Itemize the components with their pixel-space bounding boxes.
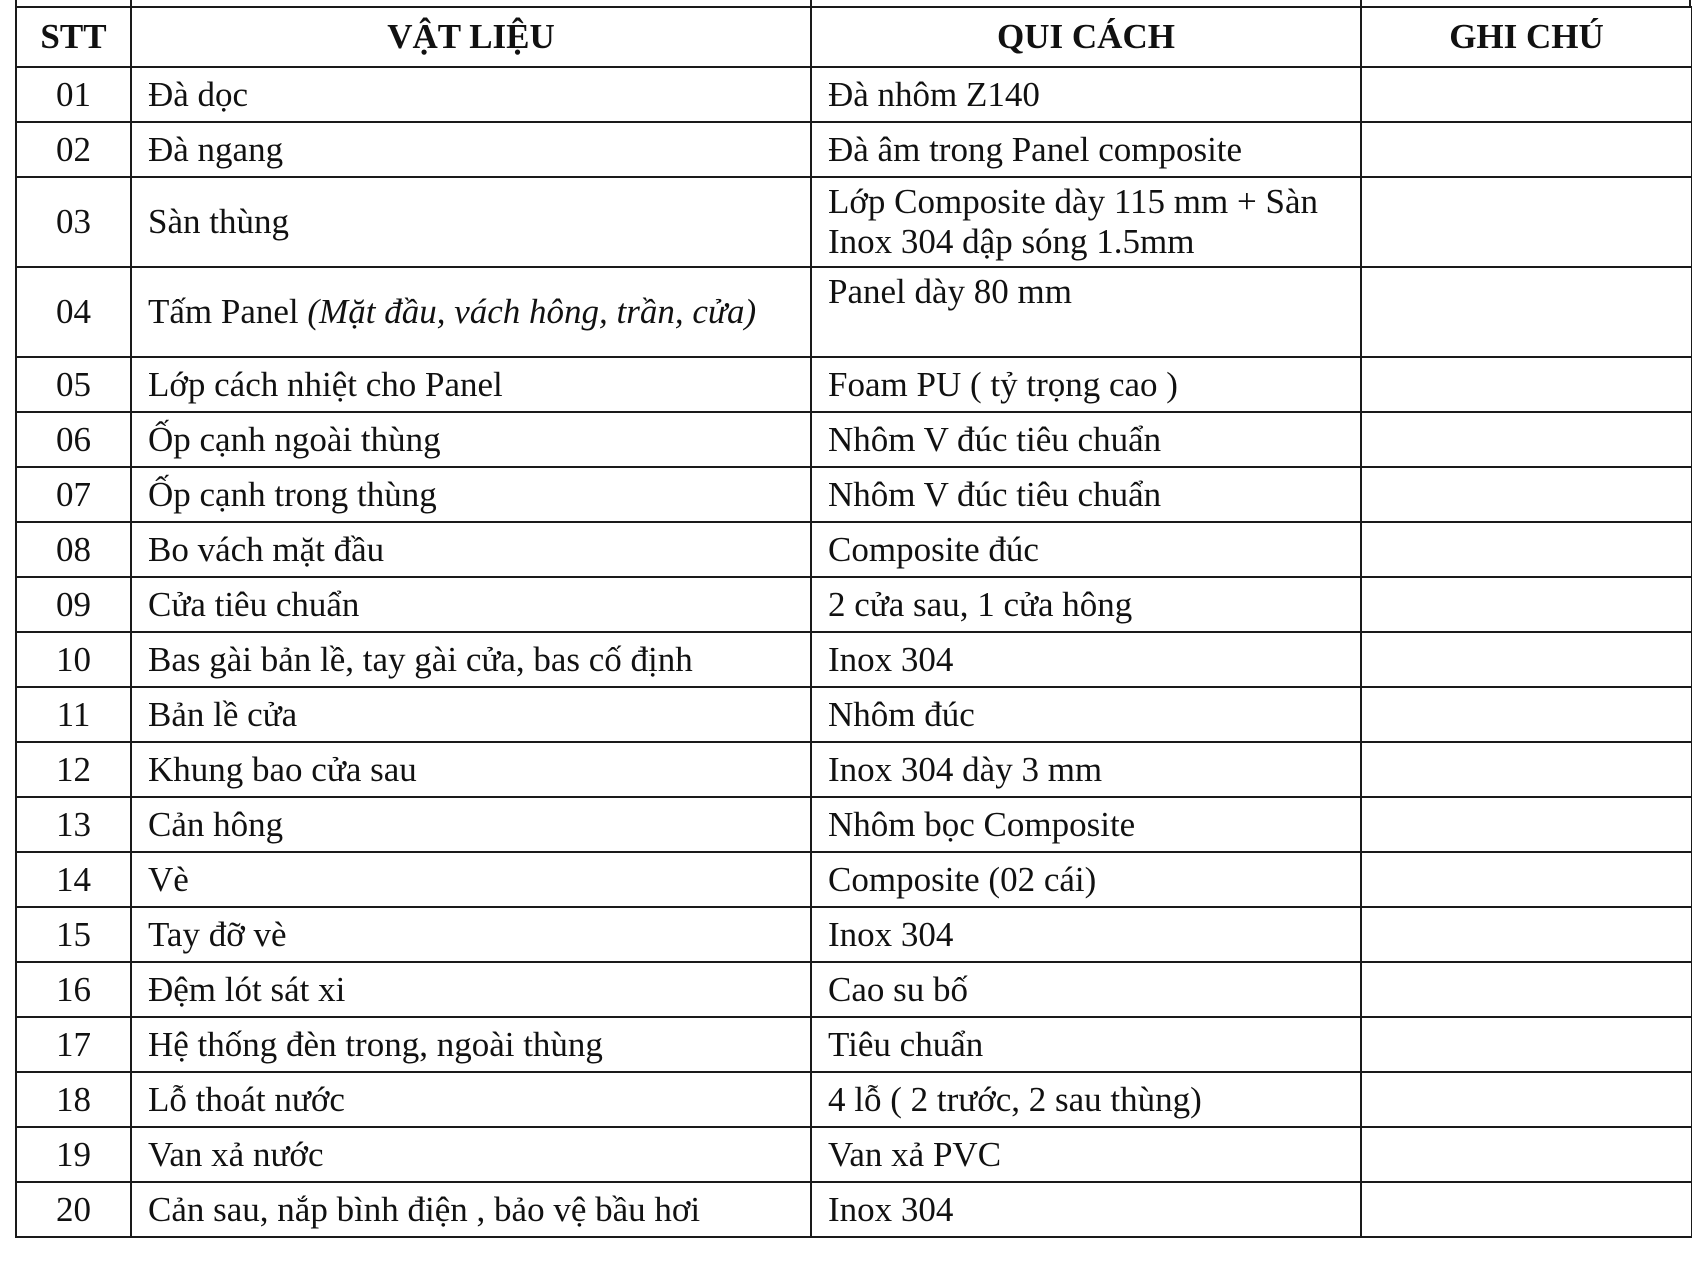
table-row (16, 177, 1692, 267)
header-material: VẬT LIỆU (131, 7, 811, 67)
table-row (16, 1072, 1692, 1127)
row-material: Đà ngang (148, 129, 284, 169)
table-row (16, 797, 1692, 852)
table-row (16, 67, 1692, 122)
row-spec-cell (811, 687, 1361, 742)
header-spec: QUI CÁCH (811, 7, 1361, 67)
row-spec: Nhôm V đúc tiêu chuẩn (828, 474, 1162, 514)
row-spec-cell (811, 467, 1361, 522)
row-spec: Composite (02 cái) (828, 859, 1097, 899)
table-row (16, 632, 1692, 687)
row-material-note: (Mặt đầu, vách hông, trần, cửa) (307, 292, 757, 331)
row-note (1361, 687, 1692, 742)
row-note (1361, 67, 1692, 122)
row-material: Lớp cách nhiệt cho Panel (148, 364, 503, 404)
header-stt: STT (16, 7, 131, 67)
row-material-cell (131, 742, 811, 797)
row-spec-cell (811, 797, 1361, 852)
row-material: Cản hông (148, 804, 284, 844)
row-stt: 08 (16, 522, 131, 577)
row-spec: Nhôm đúc (828, 694, 975, 734)
table-row (16, 1127, 1692, 1182)
row-material-cell (131, 522, 811, 577)
row-spec-cell (811, 632, 1361, 687)
row-spec-cell (811, 1182, 1361, 1237)
row-note (1361, 1182, 1692, 1237)
row-note (1361, 1017, 1692, 1072)
row-material-cell (131, 122, 811, 177)
header-row (16, 7, 1692, 67)
row-spec-cell (811, 742, 1361, 797)
row-note (1361, 742, 1692, 797)
row-stt: 01 (16, 67, 131, 122)
row-spec: 4 lỗ ( 2 trước, 2 sau thùng) (828, 1079, 1202, 1119)
row-stt: 14 (16, 852, 131, 907)
row-material: Bo vách mặt đầu (148, 529, 385, 569)
row-material: Khung bao cửa sau (148, 749, 417, 789)
row-spec-cell (811, 962, 1361, 1017)
row-stt: 06 (16, 412, 131, 467)
row-material: Đà dọc (148, 74, 249, 114)
row-spec-cell (811, 1017, 1361, 1072)
row-material-cell (131, 1072, 811, 1127)
row-note (1361, 852, 1692, 907)
table-row (16, 267, 1692, 357)
row-spec: Tiêu chuẩn (828, 1024, 984, 1064)
table-row (16, 467, 1692, 522)
row-material: Ốp cạnh trong thùng (148, 474, 437, 514)
row-material: Lỗ thoát nước (148, 1079, 345, 1119)
row-stt: 07 (16, 467, 131, 522)
row-material: Sàn thùng (148, 202, 289, 241)
row-note (1361, 577, 1692, 632)
table-row (16, 962, 1692, 1017)
row-spec-cell (811, 357, 1361, 412)
row-spec: Composite đúc (828, 529, 1039, 569)
row-material-cell (131, 467, 811, 522)
row-material-cell (131, 797, 811, 852)
row-note (1361, 1127, 1692, 1182)
row-spec-cell (811, 1072, 1361, 1127)
row-note (1361, 177, 1692, 267)
row-stt: 20 (16, 1182, 131, 1237)
row-material-cell (131, 907, 811, 962)
table-row (16, 852, 1692, 907)
row-material-cell (131, 177, 811, 267)
row-spec-cell (811, 412, 1361, 467)
table-row (16, 122, 1692, 177)
row-stt: 13 (16, 797, 131, 852)
row-stt: 16 (16, 962, 131, 1017)
table-row (16, 412, 1692, 467)
row-note (1361, 522, 1692, 577)
row-material-cell (131, 632, 811, 687)
row-spec-cell (811, 522, 1361, 577)
row-material-cell (131, 67, 811, 122)
row-material: Cản sau, nắp bình điện , bảo vệ bầu hơi (148, 1189, 701, 1229)
row-material-cell (131, 357, 811, 412)
row-spec: Inox 304 (828, 914, 954, 954)
row-spec: Đà nhôm Z140 (828, 74, 1040, 114)
row-spec-cell (811, 907, 1361, 962)
row-note (1361, 797, 1692, 852)
row-note (1361, 962, 1692, 1017)
row-stt: 19 (16, 1127, 131, 1182)
row-spec-cell (811, 1127, 1361, 1182)
row-material-cell (131, 412, 811, 467)
table-row (16, 907, 1692, 962)
row-spec-cell (811, 122, 1361, 177)
row-material-cell (131, 962, 811, 1017)
row-spec: Nhôm V đúc tiêu chuẩn (828, 419, 1162, 459)
row-spec: Inox 304 (828, 1189, 954, 1229)
row-material: Cửa tiêu chuẩn (148, 584, 360, 624)
row-spec-cell (811, 267, 1361, 357)
row-spec: 2 cửa sau, 1 cửa hông (828, 584, 1133, 624)
row-material: Hệ thống đèn trong, ngoài thùng (148, 1024, 603, 1064)
row-material: Đệm lót sát xi (148, 969, 346, 1009)
table-row (16, 1182, 1692, 1237)
row-note (1361, 467, 1692, 522)
row-spec-cell (811, 852, 1361, 907)
row-stt: 09 (16, 577, 131, 632)
row-note (1361, 267, 1692, 357)
row-material-cell (131, 1127, 811, 1182)
row-material-cell (131, 1182, 811, 1237)
row-stt: 15 (16, 907, 131, 962)
table-row (16, 687, 1692, 742)
row-spec: Van xả PVC (828, 1134, 1002, 1174)
row-spec: Lớp Composite dày 115 mm + Sàn Inox 304 dập sóng 1.5mm (828, 182, 1318, 261)
row-spec-cell (811, 67, 1361, 122)
row-spec: Foam PU ( tỷ trọng cao ) (828, 364, 1178, 404)
row-stt: 17 (16, 1017, 131, 1072)
row-material-cell (131, 267, 811, 357)
row-stt: 10 (16, 632, 131, 687)
row-note (1361, 357, 1692, 412)
row-material: Tay đỡ vè (148, 914, 287, 954)
row-spec: Cao su bố (828, 969, 968, 1009)
row-note (1361, 412, 1692, 467)
row-stt: 04 (16, 267, 131, 357)
row-stt: 05 (16, 357, 131, 412)
row-stt: 12 (16, 742, 131, 797)
row-note (1361, 122, 1692, 177)
row-note (1361, 907, 1692, 962)
row-material-cell (131, 687, 811, 742)
row-note (1361, 632, 1692, 687)
row-spec: Panel dày 80 mm (828, 272, 1072, 311)
row-spec-cell (811, 577, 1361, 632)
table-row (16, 522, 1692, 577)
row-stt: 11 (16, 687, 131, 742)
row-material: Tấm Panel (148, 292, 308, 331)
row-material: Bản lề cửa (148, 694, 298, 734)
materials-table (15, 6, 1692, 1238)
row-material: Vè (148, 859, 189, 899)
table-body (16, 67, 1692, 1237)
row-stt: 03 (16, 177, 131, 267)
row-material-cell (131, 577, 811, 632)
row-material: Bas gài bản lề, tay gài cửa, bas cố định (148, 639, 693, 679)
row-stt: 18 (16, 1072, 131, 1127)
row-spec: Nhôm bọc Composite (828, 804, 1136, 844)
row-spec-cell (811, 177, 1361, 267)
header-note: GHI CHÚ (1361, 7, 1692, 67)
table-row (16, 742, 1692, 797)
row-stt: 02 (16, 122, 131, 177)
table-row (16, 1017, 1692, 1072)
row-material: Ốp cạnh ngoài thùng (148, 419, 441, 459)
row-material-cell (131, 852, 811, 907)
row-note (1361, 1072, 1692, 1127)
row-spec: Đà âm trong Panel composite (828, 129, 1243, 169)
row-spec: Inox 304 (828, 639, 954, 679)
row-material: Van xả nước (148, 1134, 324, 1174)
table-row (16, 357, 1692, 412)
row-spec: Inox 304 dày 3 mm (828, 749, 1103, 789)
row-material-cell (131, 1017, 811, 1072)
table-row (16, 577, 1692, 632)
